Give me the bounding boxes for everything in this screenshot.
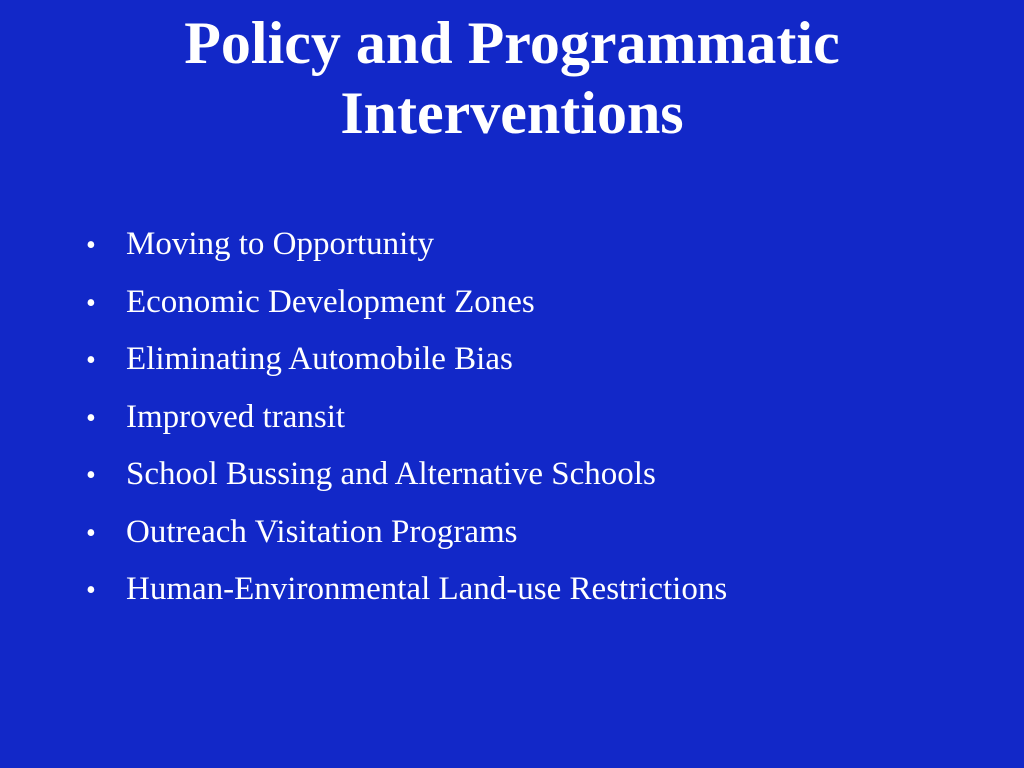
slide-title	[0, 8, 1024, 148]
bullet-icon: •	[86, 287, 96, 319]
slide-title-line-2: Interventions	[340, 80, 684, 146]
bullet-item	[86, 341, 727, 399]
bullet-text: School Bussing and Alternative Schools	[126, 456, 656, 492]
bullet-text: Eliminating Automobile Bias	[126, 341, 513, 377]
bullet-icon: •	[86, 460, 96, 491]
bullet-text: Human-Environmental Land-use Restrictions	[126, 571, 728, 607]
bullet-icon: •	[86, 517, 96, 549]
bullet-icon: •	[86, 230, 96, 261]
bullet-item	[86, 514, 727, 572]
bullet-item	[86, 456, 727, 514]
bullet-icon: •	[86, 575, 96, 606]
bullet-list	[86, 226, 727, 629]
bullet-item	[86, 284, 727, 342]
bullet-icon: •	[86, 345, 96, 376]
bullet-item	[86, 226, 727, 284]
bullet-text: Outreach Visitation Programs	[126, 513, 518, 550]
bullet-item	[86, 571, 727, 629]
slide-title-line-1: Policy and Programmatic	[184, 10, 840, 76]
bullet-icon: •	[86, 402, 96, 434]
bullet-text: Improved transit	[126, 398, 346, 435]
bullet-text: Moving to Opportunity	[126, 226, 435, 262]
bullet-text: Economic Development Zones	[126, 283, 535, 320]
bullet-item	[86, 399, 727, 457]
